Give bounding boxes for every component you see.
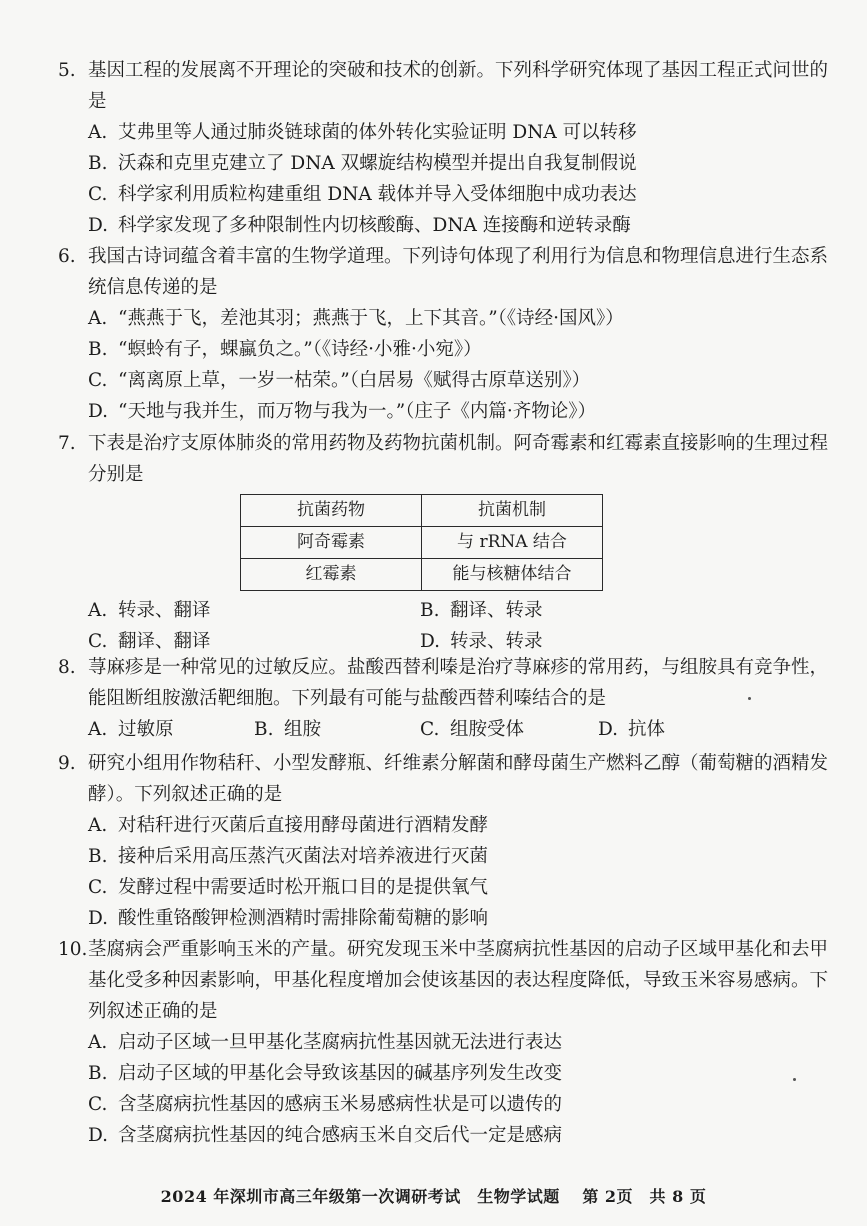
option-row (88, 595, 828, 626)
option-label: B. (88, 1063, 108, 1084)
option-label: D. (88, 908, 109, 929)
option-label: D. (88, 1125, 109, 1146)
question-stem: 荨麻疹是一种常见的过敏反应。盐酸西替利嗪是治疗荨麻疹的常用药，与组胺具有竞争性，能阻断组胺激活靶细胞。下列最有可能与盐酸西替利嗪结合的是 (88, 657, 829, 709)
option-text: “离离原上草，一岁一枯荣。”（白居易《赋得古原草送别》） (118, 370, 591, 391)
question-stem: 研究小组用作物秸秆、小型发酵瓶、纤维素分解菌和酵母菌生产燃料乙醇（葡萄糖的酒精发酵）。下列叙述正确的是 (88, 753, 829, 805)
option-c (88, 365, 828, 396)
option-text: 发酵过程中需要适时松开瓶口目的是提供氧气 (118, 877, 489, 898)
option-text: 抗体 (628, 719, 666, 740)
question-9 (58, 748, 828, 934)
question-5 (58, 55, 828, 241)
option-label: D. (420, 631, 441, 652)
option-text: “天地与我并生，而万物与我为一。”（庄子《内篇·齐物论》） (118, 401, 597, 422)
question-number: 10. (58, 939, 88, 960)
question-6 (58, 241, 828, 427)
option-b (88, 1058, 828, 1089)
option-d (88, 1120, 828, 1151)
option-text: 酸性重铬酸钾检测酒精时需排除葡萄糖的影响 (118, 908, 489, 929)
option-text: 沃森和克里克建立了 DNA 双螺旋结构模型并提出自我复制假说 (118, 153, 637, 174)
question-number: 7. (58, 433, 76, 454)
option-label: A. (88, 600, 108, 621)
question-number: 8. (58, 657, 76, 678)
option-text: 转录、转录 (450, 631, 543, 652)
option-label: A. (88, 122, 108, 143)
question-stem: 茎腐病会严重影响玉米的产量。研究发现玉米中茎腐病抗性基因的启动子区域甲基化和去甲基化受多种因素影响，甲基化程度增加会使该基因的表达程度降低，导致玉米容易感病。下列叙述正确的是 (88, 939, 829, 1022)
question-stem: 基因工程的发展离不开理论的突破和技术的创新。下列科学研究体现了基因工程正式问世的是 (88, 60, 829, 112)
table-cell: 能与核糖体结合 (422, 559, 603, 591)
question-stem: 下表是治疗支原体肺炎的常用药物及药物抗菌机制。阿奇霉素和红霉素直接影响的生理过程分别是 (88, 433, 829, 485)
question-number: 5. (58, 60, 76, 81)
option-text: 组胺 (284, 719, 322, 740)
question-10 (58, 934, 828, 1151)
question-number: 6. (58, 246, 76, 267)
option-text: 科学家利用质粒构建重组 DNA 载体并导入受体细胞中成功表达 (118, 184, 637, 205)
option-a (88, 810, 828, 841)
table-header-cell: 抗菌药物 (241, 495, 422, 527)
option-b (420, 595, 543, 626)
table-row (241, 559, 603, 591)
option-label: C. (88, 631, 108, 652)
question-stem: 我国古诗词蕴含着丰富的生物学道理。下列诗句体现了利用行为信息和物理信息进行生态系统信息传递的是 (88, 246, 829, 298)
option-c (88, 179, 828, 210)
option-text: 转录、翻译 (118, 600, 211, 621)
option-a (88, 595, 420, 626)
option-c (88, 872, 828, 903)
question-number: 9. (58, 753, 76, 774)
scan-speck (793, 1078, 796, 1081)
option-c (88, 1089, 828, 1120)
option-text: 启动子区域一旦甲基化茎腐病抗性基因就无法进行表达 (118, 1032, 563, 1053)
option-label: C. (88, 370, 108, 391)
option-label: C. (88, 1094, 108, 1115)
scan-speck (748, 697, 751, 700)
option-label: B. (88, 153, 108, 174)
option-text: 翻译、转录 (450, 600, 543, 621)
option-label: B. (254, 719, 274, 740)
option-d (88, 210, 828, 241)
table-cell: 阿奇霉素 (241, 527, 422, 559)
option-text: 接种后采用高压蒸汽灭菌法对培养液进行灭菌 (118, 846, 489, 867)
option-label: A. (88, 308, 108, 329)
option-d (88, 396, 828, 427)
option-label: D. (598, 719, 619, 740)
option-label: A. (88, 815, 108, 836)
option-label: B. (88, 846, 108, 867)
table-header-cell: 抗菌机制 (422, 495, 603, 527)
option-b (88, 334, 828, 365)
option-text: 组胺受体 (450, 719, 525, 740)
option-a (88, 714, 254, 745)
option-label: C. (88, 184, 108, 205)
table-header-row (241, 495, 603, 527)
option-a (88, 117, 828, 148)
option-text: 启动子区域的甲基化会导致该基因的碱基序列发生改变 (118, 1063, 563, 1084)
option-text: 艾弗里等人通过肺炎链球菌的体外转化实验证明 DNA 可以转移 (118, 122, 637, 143)
page-footer: 2024 年深圳市高三年级第一次调研考试 生物学试题 第 2页 共 8 页 (160, 1187, 707, 1206)
question-7 (58, 428, 828, 657)
option-b (254, 714, 420, 745)
option-row (88, 714, 828, 745)
option-label: D. (88, 215, 109, 236)
option-text: 过敏原 (118, 719, 174, 740)
option-text: 翻译、翻译 (118, 631, 211, 652)
option-label: C. (88, 877, 108, 898)
option-text: 科学家发现了多种限制性内切核酸酶、DNA 连接酶和逆转录酶 (118, 215, 631, 236)
table-row (241, 527, 603, 559)
option-label: A. (88, 719, 108, 740)
drug-mechanism-table (240, 494, 603, 591)
question-8 (58, 652, 828, 745)
option-label: D. (88, 401, 109, 422)
option-text: 含茎腐病抗性基因的纯合感病玉米自交后代一定是感病 (118, 1125, 563, 1146)
option-b (88, 841, 828, 872)
option-text: “螟蛉有子，蜾蠃负之。”（《诗经·小雅·小宛》） (118, 339, 482, 360)
option-d (598, 714, 665, 745)
option-label: A. (88, 1032, 108, 1053)
option-label: B. (420, 600, 440, 621)
option-label: B. (88, 339, 108, 360)
option-a (88, 1027, 828, 1058)
option-label: C. (420, 719, 440, 740)
option-text: “燕燕于飞，差池其羽；燕燕于飞，上下其音。”（《诗经·国风》） (118, 308, 624, 329)
option-b (88, 148, 828, 179)
table-cell: 红霉素 (241, 559, 422, 591)
option-a (88, 303, 828, 334)
table-cell: 与 rRNA 结合 (422, 527, 603, 559)
option-d (88, 903, 828, 934)
option-text: 对秸秆进行灭菌后直接用酵母菌进行酒精发酵 (118, 815, 489, 836)
option-c (420, 714, 598, 745)
option-text: 含茎腐病抗性基因的感病玉米易感病性状是可以遗传的 (118, 1094, 563, 1115)
